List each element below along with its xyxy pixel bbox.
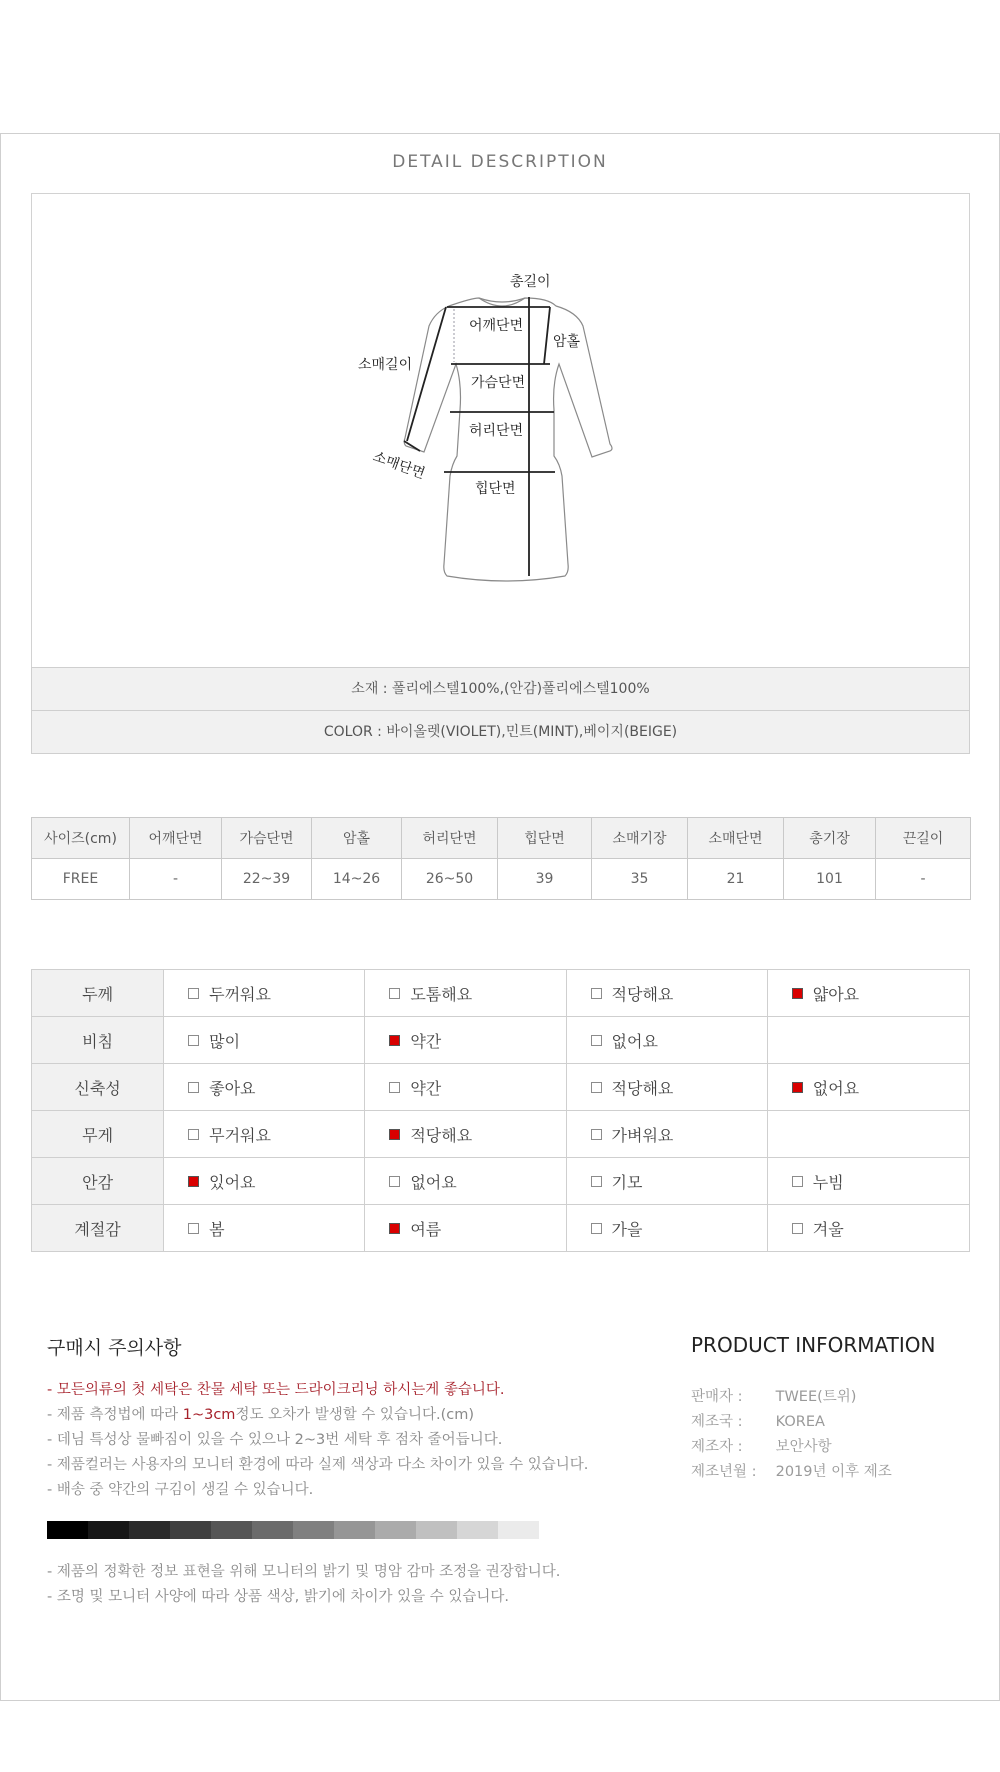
feel-option [566, 970, 767, 1017]
feel-option [767, 1017, 969, 1064]
feel-option [164, 1064, 365, 1111]
feel-option [365, 1205, 566, 1252]
gray-swatch [252, 1521, 293, 1539]
option-label: 여름 [410, 1219, 442, 1239]
notice-highlight: 1~3cm [182, 1407, 236, 1423]
gray-swatch [293, 1521, 334, 1539]
option-label: 누빔 [812, 1172, 844, 1192]
option-label: 봄 [209, 1219, 225, 1239]
option-label: 있어요 [209, 1172, 256, 1192]
table-row [32, 1158, 970, 1205]
unchecked-box-icon [389, 1082, 400, 1093]
table-cell: FREE [32, 859, 130, 900]
unchecked-box-icon [792, 1176, 803, 1187]
option-label: 없어요 [611, 1031, 658, 1051]
gray-swatch [457, 1521, 498, 1539]
table-row [32, 859, 971, 900]
header-cell: 끈길이 [876, 818, 971, 859]
info-label: 제조자 : [691, 1439, 743, 1455]
table-row [32, 1064, 970, 1111]
feel-label: 신축성 [32, 1064, 164, 1111]
feel-label: 계절감 [32, 1205, 164, 1252]
gray-swatch [129, 1521, 170, 1539]
table-cell: - [130, 859, 222, 900]
unchecked-box-icon [188, 1082, 199, 1093]
header-cell: 가슴단면 [222, 818, 312, 859]
table-cell: 101 [784, 859, 876, 900]
info-value: 2019년 이후 제조 [775, 1464, 892, 1480]
checked-box-icon [389, 1223, 400, 1234]
product-info-row [691, 1460, 892, 1485]
table-row [32, 1111, 970, 1158]
table-row [32, 970, 970, 1017]
gray-swatch [498, 1521, 539, 1539]
feel-option [566, 1064, 767, 1111]
feel-option [164, 1158, 365, 1205]
notice-text: - 제품 측정법에 따라 [47, 1407, 183, 1423]
feel-option [566, 1017, 767, 1064]
option-label: 좋아요 [209, 1078, 256, 1098]
option-label: 없어요 [410, 1172, 457, 1192]
notice-line: - 조명 및 모니터 사양에 따라 상품 색상, 밝기에 차이가 있을 수 있습니다. [47, 1589, 509, 1605]
checked-box-icon [389, 1035, 400, 1046]
option-label: 기모 [611, 1172, 643, 1192]
feel-option [365, 1017, 566, 1064]
feel-label: 두께 [32, 970, 164, 1017]
info-label: 판매자 : [691, 1389, 743, 1405]
checked-box-icon [389, 1129, 400, 1140]
material-row: 소재 : 폴리에스텔100%,(안감)폴리에스텔100% [31, 667, 970, 711]
feel-option [566, 1111, 767, 1158]
feel-option [566, 1158, 767, 1205]
unchecked-box-icon [188, 988, 199, 999]
unchecked-box-icon [591, 1223, 602, 1234]
checked-box-icon [792, 1082, 803, 1093]
table-cell: 26~50 [402, 859, 498, 900]
gray-swatch [88, 1521, 129, 1539]
feel-option [164, 1017, 365, 1064]
label-shoulder: 어깨단면 [469, 318, 524, 334]
unchecked-box-icon [591, 1082, 602, 1093]
unchecked-box-icon [389, 988, 400, 999]
unchecked-box-icon [792, 1223, 803, 1234]
checked-box-icon [792, 988, 803, 999]
product-info-row [691, 1410, 892, 1435]
header-cell: 허리단면 [402, 818, 498, 859]
size-table-header [32, 818, 971, 859]
header-cell: 사이즈(cm) [32, 818, 130, 859]
unchecked-box-icon [591, 1176, 602, 1187]
unchecked-box-icon [188, 1035, 199, 1046]
gray-swatch [47, 1521, 88, 1539]
table-row [32, 1017, 970, 1064]
label-total-length: 총길이 [510, 274, 551, 290]
feel-option [164, 1205, 365, 1252]
notice-line [47, 1403, 588, 1428]
unchecked-box-icon [591, 1129, 602, 1140]
feel-option [365, 1064, 566, 1111]
header-cell: 소매기장 [592, 818, 688, 859]
feel-option [767, 1205, 969, 1252]
table-cell: - [876, 859, 971, 900]
feel-option [767, 1111, 969, 1158]
feel-label: 비침 [32, 1017, 164, 1064]
option-label: 가벼워요 [611, 1125, 674, 1145]
header-cell: 어깨단면 [130, 818, 222, 859]
unchecked-box-icon [591, 1035, 602, 1046]
section-title: DETAIL DESCRIPTION [392, 152, 608, 172]
table-cell: 22~39 [222, 859, 312, 900]
option-label: 두꺼워요 [209, 984, 271, 1004]
option-label: 얇아요 [812, 984, 860, 1004]
notice-line: - 제품의 정확한 정보 표현을 위해 모니터의 밝기 및 명암 감마 조정을 권장합니다. [47, 1564, 561, 1580]
gray-swatch [170, 1521, 211, 1539]
feel-option [566, 1205, 767, 1252]
notice-line: - 모든의류의 첫 세탁은 찬물 세탁 또는 드라이크리닝 하시는게 좋습니다. [47, 1382, 505, 1398]
notice-title: 구매시 주의사항 [47, 1337, 182, 1359]
info-label: 제조년월 : [691, 1464, 757, 1480]
info-value: 보안사항 [775, 1439, 832, 1455]
size-table [31, 817, 971, 900]
label-chest: 가슴단면 [471, 375, 526, 391]
option-label: 적당해요 [611, 1078, 674, 1098]
feel-option [164, 1111, 365, 1158]
option-label: 겨울 [812, 1219, 844, 1239]
label-armhole: 암홀 [553, 334, 581, 350]
feel-option [365, 970, 566, 1017]
notice-line: - 배송 중 약간의 구김이 생길 수 있습니다. [47, 1482, 314, 1498]
feel-label: 무게 [32, 1111, 164, 1158]
monitor-gray-scale [47, 1521, 539, 1539]
option-label: 무거워요 [209, 1125, 271, 1145]
feel-option [365, 1158, 566, 1205]
product-info [691, 1385, 892, 1485]
table-cell: 39 [498, 859, 592, 900]
table-cell: 21 [688, 859, 784, 900]
label-sleeve-width: 소매단면 [370, 448, 427, 483]
option-label: 적당해요 [611, 984, 674, 1004]
color-row: COLOR : 바이올렛(VIOLET),민트(MINT),베이지(BEIGE) [31, 710, 970, 754]
unchecked-box-icon [188, 1129, 199, 1140]
product-info-row [691, 1385, 892, 1410]
option-label: 약간 [410, 1078, 442, 1098]
feel-option [767, 1064, 969, 1111]
option-label: 도톰해요 [410, 984, 473, 1004]
option-label: 많이 [209, 1031, 241, 1051]
info-value: KOREA [775, 1414, 825, 1430]
info-value: TWEE(트위) [775, 1389, 857, 1405]
table-row [32, 1205, 970, 1252]
info-label: 제조국 : [691, 1414, 743, 1430]
feel-label: 안감 [32, 1158, 164, 1205]
feel-option [767, 970, 969, 1017]
option-label: 적당해요 [410, 1125, 473, 1145]
product-info-title: PRODUCT INFORMATION [691, 1333, 936, 1357]
option-label: 가을 [611, 1219, 643, 1239]
fabric-feel-table [31, 969, 970, 1252]
unchecked-box-icon [591, 988, 602, 999]
feel-option [164, 970, 365, 1017]
checked-box-icon [188, 1176, 199, 1187]
header-cell: 소매단면 [688, 818, 784, 859]
option-label: 없어요 [812, 1078, 860, 1098]
notice-text: 정도 오차가 발생할 수 있습니다.(cm) [235, 1407, 474, 1423]
feel-option [767, 1158, 969, 1205]
label-sleeve-length: 소매길이 [358, 357, 413, 373]
monitor-notice [47, 1560, 560, 1610]
notice-line: - 제품컬러는 사용자의 모니터 환경에 따라 실제 색상과 다소 차이가 있을 수 있습니다. [47, 1457, 589, 1473]
option-label: 약간 [410, 1031, 442, 1051]
label-waist: 허리단면 [469, 423, 524, 439]
gray-swatch [211, 1521, 252, 1539]
feel-option [365, 1111, 566, 1158]
gray-swatch [334, 1521, 375, 1539]
product-info-row [691, 1435, 892, 1460]
gray-swatch [375, 1521, 416, 1539]
garment-diagram [31, 193, 970, 668]
notice-list [47, 1378, 588, 1503]
header-cell: 암홀 [312, 818, 402, 859]
gray-swatch [416, 1521, 457, 1539]
header-cell: 힙단면 [498, 818, 592, 859]
table-cell: 35 [592, 859, 688, 900]
dress-diagram [32, 194, 969, 668]
label-hip: 힙단면 [475, 481, 516, 497]
notice-line: - 데님 특성상 물빠짐이 있을 수 있으나 2~3번 세탁 후 점차 줄어듭니다. [47, 1432, 503, 1448]
header-cell: 총기장 [784, 818, 876, 859]
unchecked-box-icon [188, 1223, 199, 1234]
unchecked-box-icon [389, 1176, 400, 1187]
table-cell: 14~26 [312, 859, 402, 900]
